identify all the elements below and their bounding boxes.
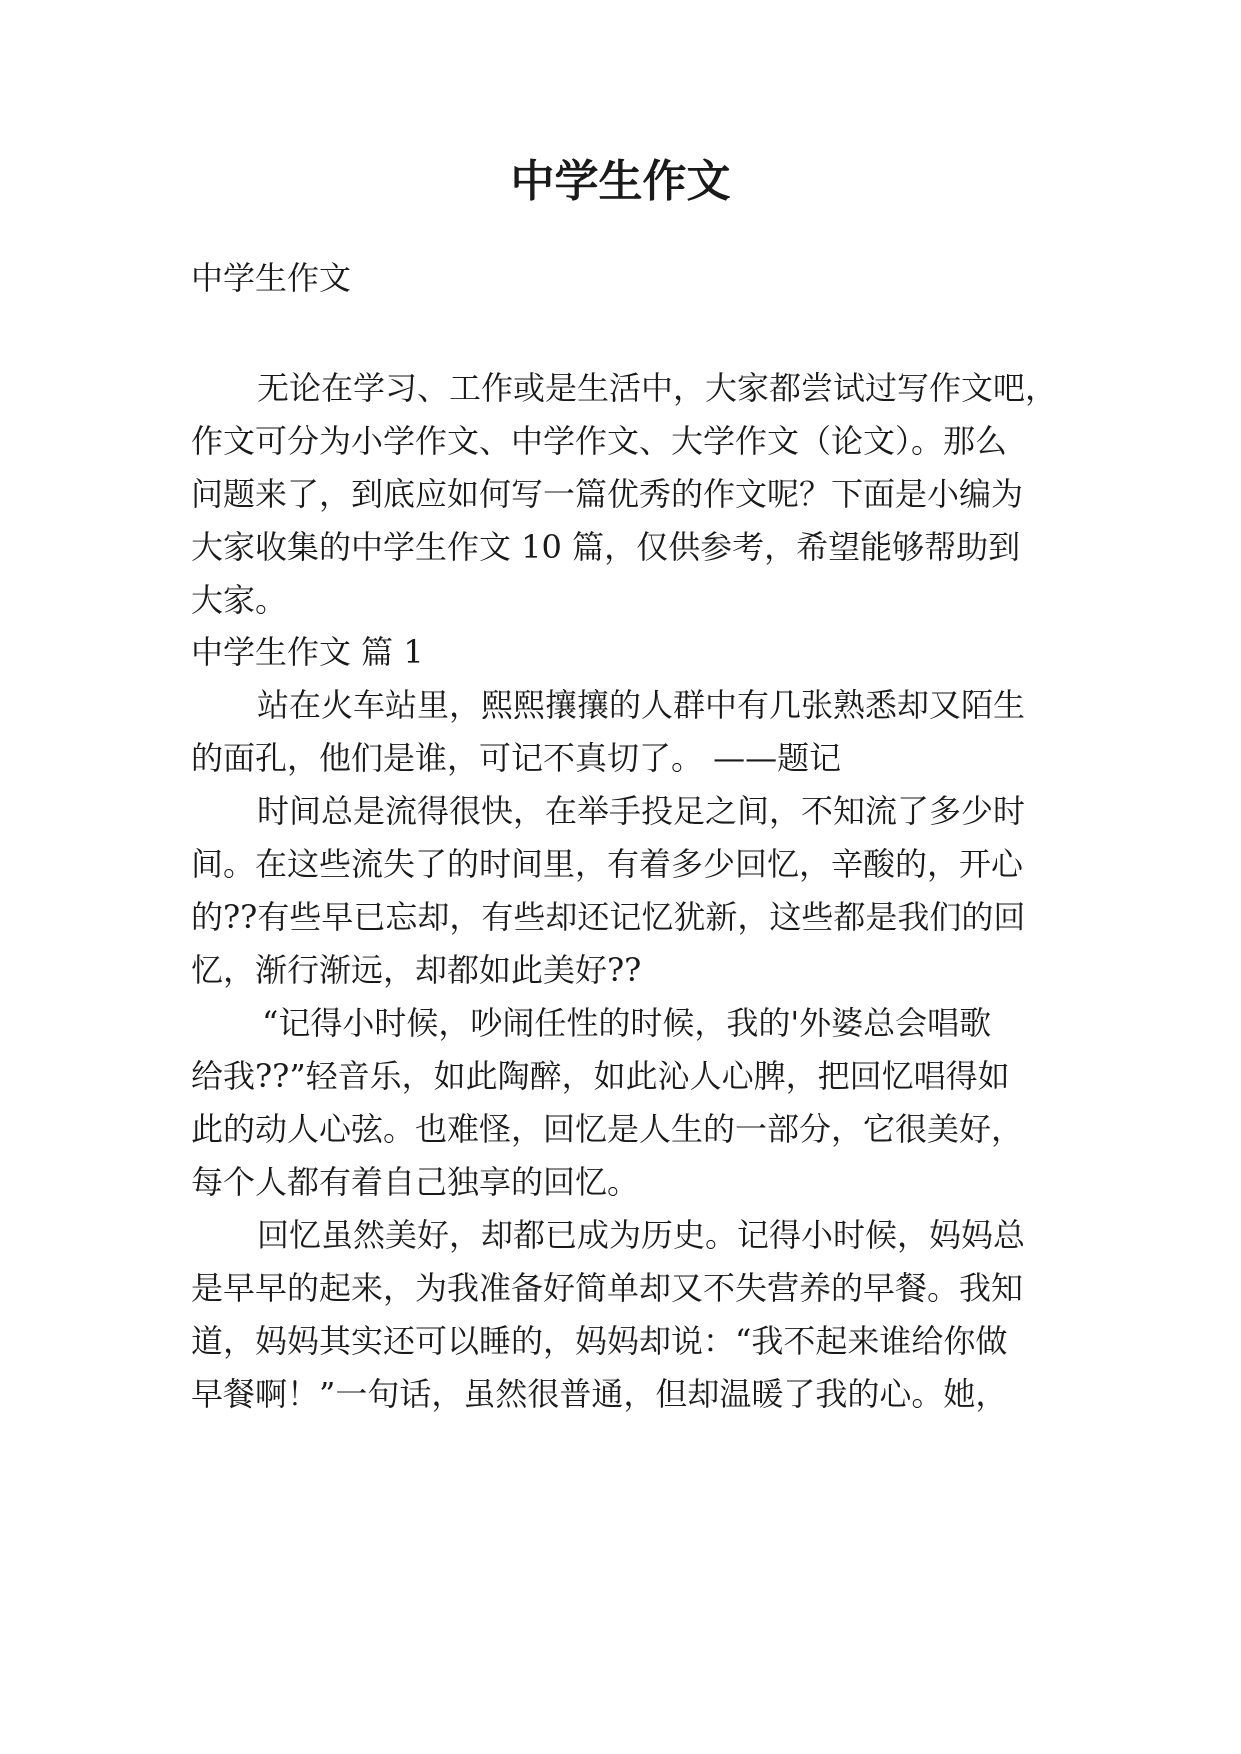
- body-line: 站在火车站里，熙熙攘攘的人群中有几张熟悉却又陌生: [257, 686, 1026, 724]
- body-line: 忆，渐行渐远，却都如此美好??: [191, 951, 642, 989]
- intro-line-2: 作文可分为小学作文、中学作文、大学作文（论文）。那么: [191, 422, 1008, 460]
- body-line: 的??有些早已忘却，有些却还记忆犹新，这些都是我们的回: [191, 898, 1026, 936]
- body-line: 此的动人心弦。也难怪，回忆是人生的一部分，它很美好，: [191, 1110, 1024, 1148]
- intro-line-5: 大家。: [191, 581, 288, 619]
- body-line: 给我??”轻音乐，如此陶醉，如此沁人心脾，把回忆唱得如: [191, 1057, 1010, 1095]
- intro-line-3: 问题来了，到底应如何写一篇优秀的作文呢？下面是小编为: [191, 475, 1024, 513]
- body-line: 间。在这些流失了的时间里，有着多少回忆，辛酸的，开心: [191, 845, 1024, 883]
- body-line: 早餐啊！”一句话，虽然很普通，但却温暖了我的心。她，: [191, 1375, 1008, 1413]
- intro-line-4: 大家收集的中学生作文 10 篇，仅供参考，希望能够帮助到: [191, 528, 1021, 566]
- body-line: 回忆虽然美好，却都已成为历史。记得小时候，妈妈总: [257, 1216, 1026, 1254]
- body-line: 道，妈妈其实还可以睡的，妈妈却说：“我不起来谁给你做: [191, 1322, 1008, 1360]
- document-title: 中学生作文: [510, 156, 731, 207]
- intro-line-1: 无论在学习、工作或是生活中，大家都尝试过写作文吧，: [257, 369, 1058, 407]
- document-subtitle: 中学生作文: [191, 259, 352, 297]
- body-line: 是早早的起来，为我准备好简单却又不失营养的早餐。我知: [191, 1269, 1024, 1307]
- body-line: 时间总是流得很快，在举手投足之间，不知流了多少时: [257, 792, 1026, 830]
- body-line: 的面孔，他们是谁，可记不真切了。 ——题记: [191, 739, 842, 777]
- section-heading: 中学生作文 篇 1: [191, 633, 424, 671]
- body-line: “记得小时候，吵闹任性的时候，我的'外婆总会唱歌: [262, 1004, 992, 1042]
- body-line: 每个人都有着自己独享的回忆。: [191, 1163, 640, 1201]
